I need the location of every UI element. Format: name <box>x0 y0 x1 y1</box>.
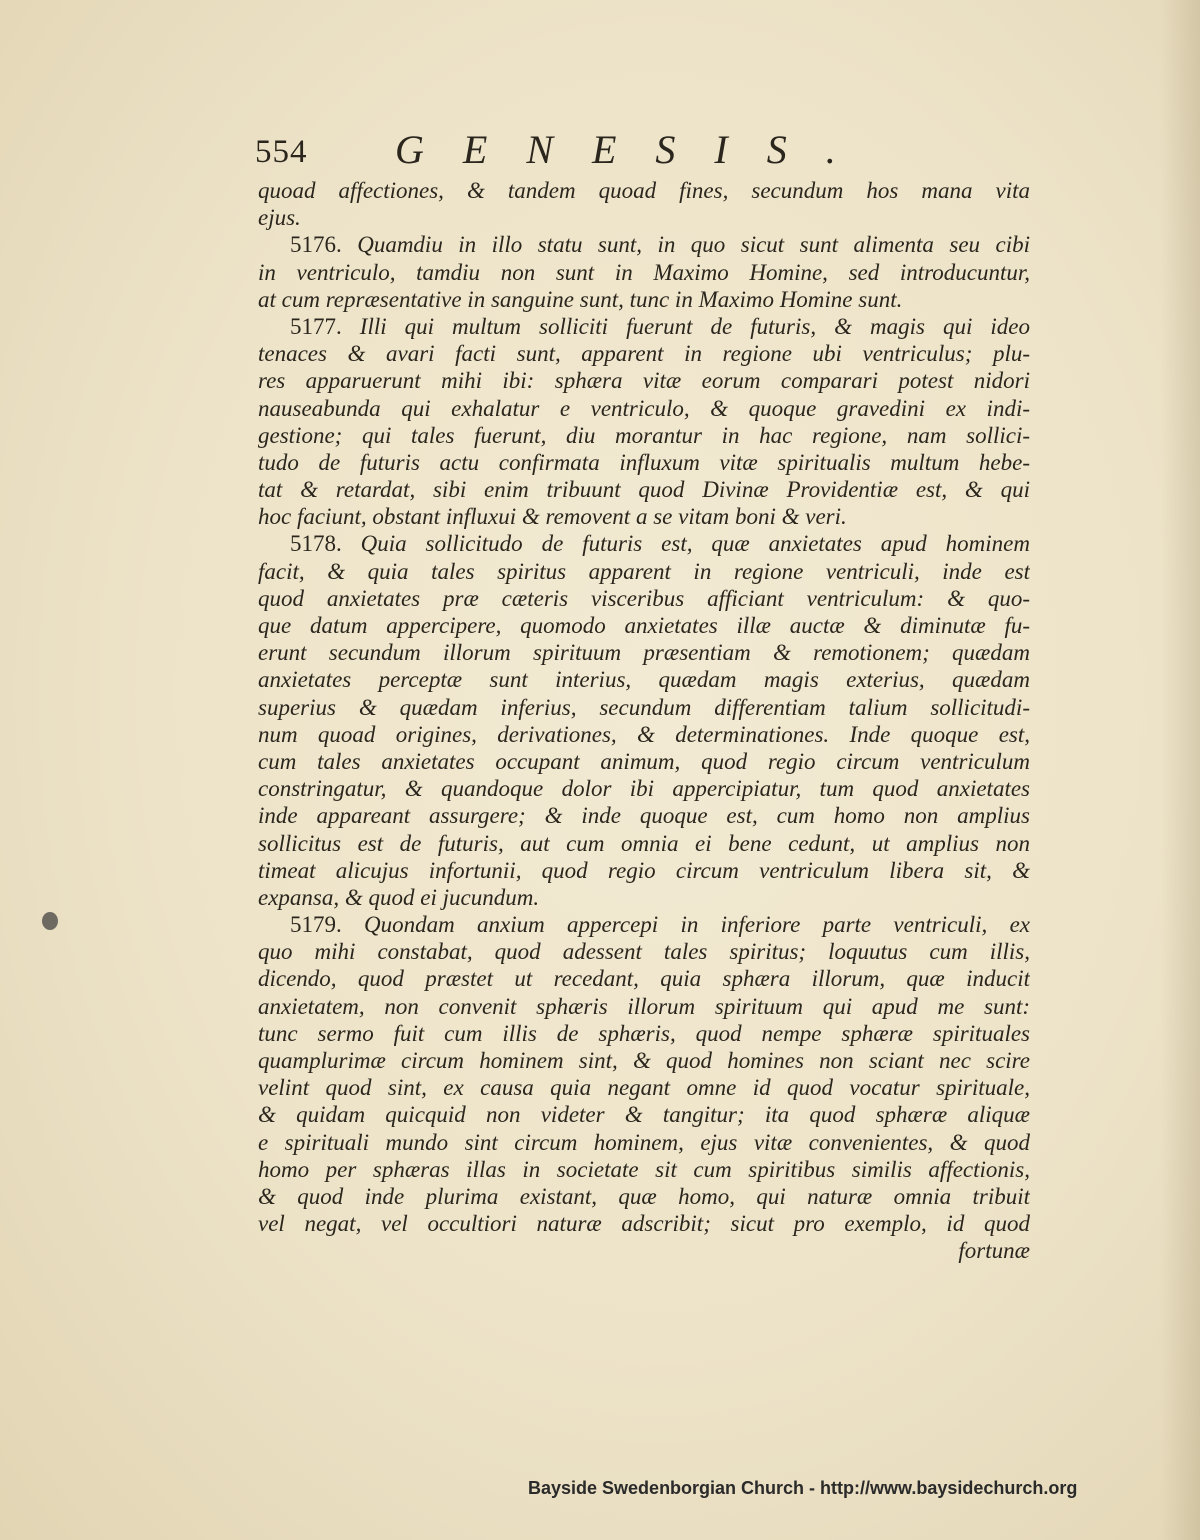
line-text: quoad affectiones, & tandem quoad fines, secundum hos mana vita <box>258 178 1030 203</box>
line-text: que datum appercipere, quomodo anxietates illæ auctæ & diminutæ fu- <box>258 613 1030 638</box>
text-line <box>258 530 1030 557</box>
line-text: tudo de futuris actu confirmata influxum vitæ spiritualis multum hebe- <box>258 449 1030 475</box>
paragraph-number: 5179. <box>290 912 342 938</box>
text-line <box>258 585 1030 612</box>
line-text: anxietates perceptæ sunt interius, quædam magis exterius, quædam <box>258 667 1030 693</box>
text-line <box>258 476 1030 503</box>
text-line <box>258 666 1030 693</box>
catchword: fortunæ <box>958 1238 1030 1264</box>
text-line <box>258 1020 1030 1047</box>
text-line <box>258 422 1030 449</box>
text-line <box>258 802 1030 829</box>
line-text: tenaces & avari facti sunt, apparent in regione ubi ventriculus; plu- <box>258 341 1030 367</box>
text-line <box>258 177 1030 204</box>
text-line <box>258 721 1030 748</box>
line-text: Quia sollicitudo de futuris est, quæ anxietates apud hominem <box>360 531 1030 557</box>
text-line <box>258 313 1030 340</box>
line-text: num quoad origines, derivationes, & determinationes. Inde quoque est, <box>258 721 1030 747</box>
text-line <box>258 1047 1030 1074</box>
page-edge-shadow <box>1160 0 1200 1540</box>
text-line <box>258 1101 1030 1128</box>
line-text: inde appareant assurgere; & inde quoque est, cum homo non amplius <box>258 803 1030 829</box>
text-line <box>258 965 1030 992</box>
text-line <box>258 1210 1030 1237</box>
text-line <box>258 449 1030 476</box>
line-text: tunc sermo fuit cum illis de sphæris, quod nempe sphæræ spirituales <box>258 1020 1030 1046</box>
line-text: sollicitus est de futuris, aut cum omnia ei bene cedunt, ut amplius non <box>258 830 1030 856</box>
running-title: GENESIS. <box>395 127 875 172</box>
line-text: quod anxietates præ cæteris visceribus afficiant ventriculum: & quo- <box>258 585 1030 611</box>
text-line <box>258 259 1030 286</box>
text-line <box>258 340 1030 367</box>
line-text: Quamdiu in illo statu sunt, in quo sicut sunt alimenta seu cibi <box>357 232 1030 258</box>
line-text: facit, & quia tales spiritus apparent in regione ventriculi, inde est <box>258 558 1030 584</box>
line-text: hoc faciunt, obstant influxui & removent a se vitam boni & veri. <box>258 504 847 530</box>
line-text: homo per sphæras illas in societate sit cum spiritibus similis affectionis, <box>258 1156 1030 1182</box>
line-text: erunt secundum illorum spirituum præsentiam & remotionem; quædam <box>258 640 1030 666</box>
watermark-credit: Bayside Swedenborgian Church - http://www.baysidechurch.org <box>528 1478 1078 1498</box>
line-text: e spirituali mundo sint circum hominem, ejus vitæ convenientes, & quod <box>258 1129 1030 1155</box>
paragraph-number: 5178. <box>290 531 342 557</box>
text-line <box>258 993 1030 1020</box>
text-line <box>258 748 1030 775</box>
text-line <box>258 1156 1030 1183</box>
line-text: quo mihi constabat, quod adessent tales spiritus; loquutus cum illis, <box>258 939 1030 965</box>
text-line <box>258 639 1030 666</box>
line-text: timeat alicujus infortunii, quod regio circum ventriculum libera sit, & <box>258 857 1030 883</box>
line-text: gestione; qui tales fuerunt, diu morantur in hac regione, nam sollici- <box>258 422 1030 448</box>
line-text: quamplurimæ circum hominem sint, & quod homines non sciant nec scire <box>258 1048 1030 1073</box>
line-text: dicendo, quod præstet ut recedant, quia sphæra illorum, quæ inducit <box>258 966 1030 992</box>
text-line <box>258 911 1030 938</box>
text-line <box>258 884 1030 911</box>
text-line <box>258 857 1030 884</box>
text-line <box>258 938 1030 965</box>
page-number: 554 <box>255 134 308 170</box>
line-text: nauseabunda qui exhalatur e ventriculo, & quoque gravedini ex indi- <box>258 395 1030 421</box>
line-text: vel negat, vel occultiori naturæ adscribit; sicut pro exemplo, id quod <box>258 1211 1030 1237</box>
text-line <box>258 612 1030 639</box>
paragraph-number: 5177. <box>290 313 342 339</box>
line-text: at cum repræsentative in sanguine sunt, tunc in Maximo Homine sunt. <box>258 286 903 312</box>
text-line <box>258 231 1030 258</box>
text-line <box>258 1074 1030 1101</box>
text-line <box>258 1183 1030 1210</box>
line-text: superius & quædam inferius, secundum differentiam talium sollicitudi- <box>258 694 1030 720</box>
text-line <box>258 395 1030 422</box>
text-line <box>258 204 1030 231</box>
line-text: constringatur, & quandoque dolor ibi appercipiatur, tum quod anxietates <box>258 776 1030 802</box>
line-text: anxietatem, non convenit sphæris illorum spirituum qui apud me sunt: <box>258 993 1030 1019</box>
text-line <box>258 830 1030 857</box>
line-text: tat & retardat, sibi enim tribuunt quod Divinæ Providentiæ est, & qui <box>258 477 1030 503</box>
text-line <box>258 558 1030 585</box>
line-text: in ventriculo, tamdiu non sunt in Maximo Homine, sed introducuntur, <box>258 259 1030 285</box>
paragraph-number: 5176. <box>290 232 342 258</box>
text-line <box>258 367 1030 394</box>
line-text: Quondam anxium appercepi in inferiore parte ventriculi, ex <box>364 912 1030 938</box>
line-text: & quod inde plurima existant, quæ homo, qui naturæ omnia tribuit <box>258 1183 1030 1209</box>
line-text: ejus. <box>258 205 301 231</box>
line-text: & quidam quicquid non videter & tangitur; ita quod sphæræ aliquæ <box>258 1102 1030 1128</box>
text-line <box>258 286 1030 313</box>
line-text: expansa, & quod ei jucundum. <box>258 884 540 910</box>
line-text: cum tales anxietates occupant animum, quod regio circum ventriculum <box>258 748 1030 774</box>
page-header <box>255 122 955 172</box>
text-line <box>258 775 1030 802</box>
line-text: res apparuerunt mihi ibi: sphæra vitæ eorum comparari potest nidori <box>258 368 1030 394</box>
line-text: Illi qui multum solliciti fuerunt de futuris, & magis qui ideo <box>359 313 1030 339</box>
ink-spot <box>42 912 58 930</box>
line-text: velint quod sint, ex causa quia negant omne id quod vocatur spirituale, <box>258 1075 1030 1101</box>
text-line <box>258 694 1030 721</box>
body-text <box>258 177 1030 1265</box>
text-line <box>258 503 1030 530</box>
text-line <box>258 1129 1030 1156</box>
